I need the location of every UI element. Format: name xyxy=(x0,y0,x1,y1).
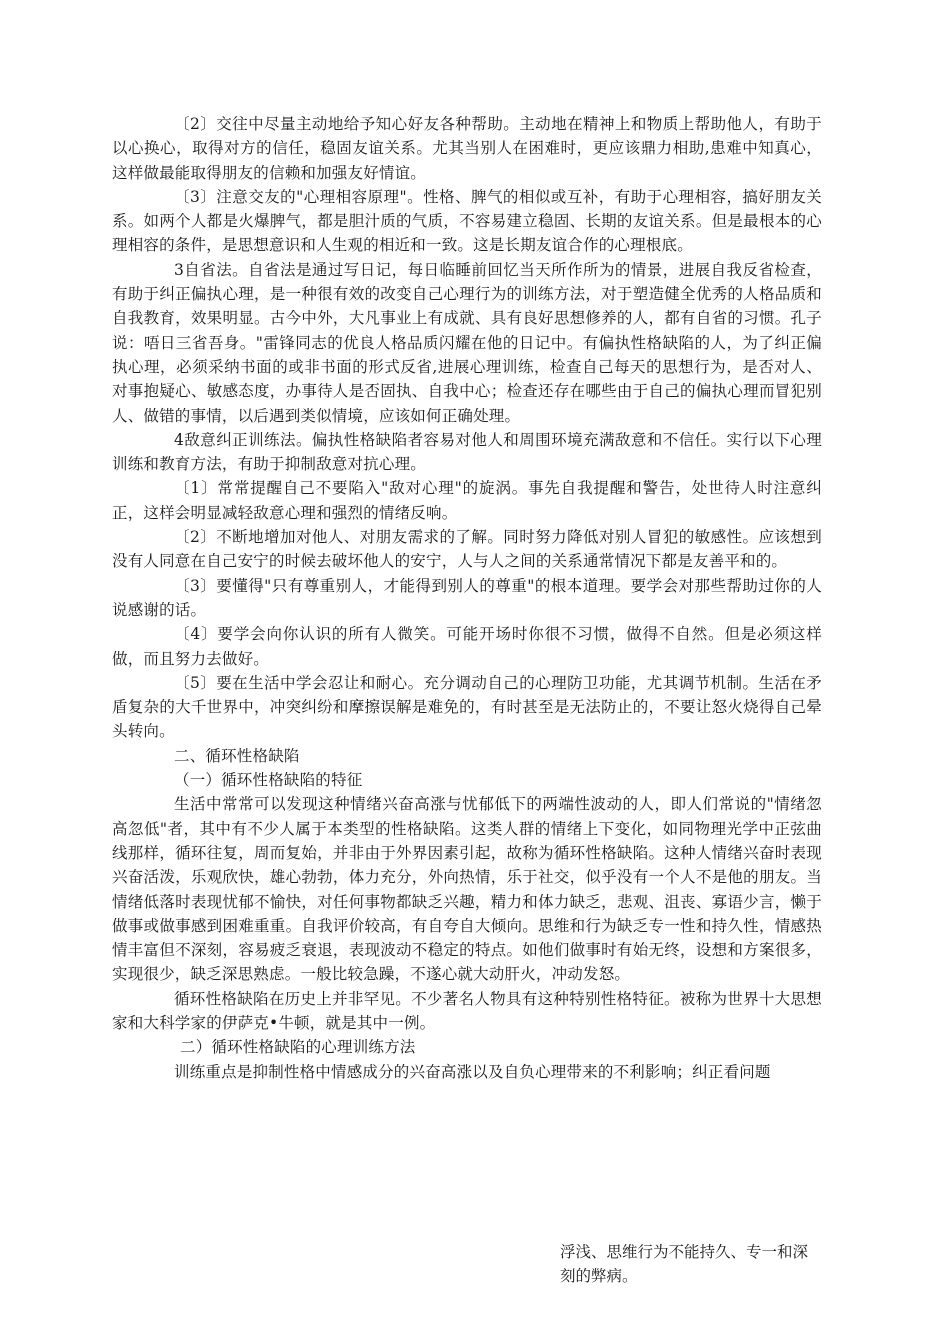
continuation-note: 浮浅、思维行为不能持久、专一和深刻的弊病。 xyxy=(560,1243,809,1285)
section-heading: 二、循环性格缺陷 xyxy=(174,746,300,765)
paragraph: 4敌意纠正训练法。偏执性格缺陷者容易对他人和周围环境充满敌意和不信任。实行以下心理训练和教育方法，有助于抑制敌意对抗心理。 xyxy=(112,430,822,474)
paragraph: 〔1〕常常提醒自己不要陷入"敌对心理"的旋涡。事先自我提醒和警告，处世待人时注意纠正，这样会明显减轻敌意心理和强烈的情绪反响。 xyxy=(112,479,822,522)
paragraph: 生活中常常可以发现这种情绪兴奋高涨与忧郁低下的两端性波动的人，即人们常说的"情绪忽高忽低"者，其中有不少人属于本类型的性格缺陷。这类人群的情绪上下变化，如同物理光学中正弦曲线那样，循环往复，周而复始，并非由于外界因素引起，故称为循环性格缺陷。这种人情绪兴奋时表现兴奋活泼，乐观欣快，雄心勃勃，体力充分，外向热情，乐于社交，似乎没有一个人不是他的朋友。当情绪低落时表现忧郁不愉快，对任何事物都缺乏兴趣，精力和体力缺乏，悲观、沮丧、寡语少言，懒于做事或做事感到困难重重。自我评价较高，有自夸自大倾向。思维和行为缺乏专一性和持久性，情感热情丰富但不深刻，容易疲乏衰退，表现波动不稳定的特点。如他们做事时有始无终，设想和方案很多，实现很少，缺乏深思熟虑。一般比较急躁，不遂心就大动肝火，冲动发怒。 xyxy=(112,795,822,984)
document-body xyxy=(112,112,822,1084)
paragraph: 〔5〕要在生活中学会忍让和耐心。充分调动自己的心理防卫功能，尤其调节机制。生活在矛盾复杂的大千世界中，冲突纠纷和摩擦误解是难免的，有时甚至是无法防止的，不要让怒火烧得自己晕头转向。 xyxy=(112,673,822,741)
paragraph: 〔2〕不断地增加对他人、对朋友需求的了解。同时努力降低对别人冒犯的敏感性。应该想到没有人同意在自己安宁的时候去破坏他人的安宁，人与人之间的关系通常情况下都是友善平和的。 xyxy=(112,528,822,571)
paragraph: 〔2〕交往中尽量主动地给予知心好友各种帮助。主动地在精神上和物质上帮助他人，有助于以心换心，取得对方的信任，稳固友谊关系。尤其当别人在困难时，更应该鼎力相助,患难中知真心，这样做最能取得朋友的信赖和加强友好情谊。 xyxy=(112,115,822,182)
paragraph: 〔4〕要学会向你认识的所有人微笑。可能开场时你很不习惯，做得不自然。但是必须这样做，而且努力去做好。 xyxy=(112,625,822,668)
subsection-heading: （一）循环性格缺陷的特征 xyxy=(174,771,363,790)
paragraph: 循环性格缺陷在历史上并非罕见。不少著名人物具有这种特别性格特征。被称为世界十大思想家和大科学家的伊萨克•牛顿，就是其中一例。 xyxy=(112,989,822,1032)
paragraph: 3自省法。自省法是通过写日记，每日临睡前回忆当天所作所为的情景，进展自我反省检查，有助于纠正偏执心理，是一种很有效的改变自己心理行为的训练方法，对于塑造健全优秀的人格品质和自我教育，效果明显。古今中外，大凡事业上有成就、具有良好思想修养的人，都有自省的习惯。孔子说：唔日三省吾身。"雷锋同志的优良人格品质闪耀在他的日记中。有偏执性格缺陷的人，为了纠正偏执心理，必须采纳书面的或非书面的形式反省,进展心理训练，检查自己每天的思想行为，是否对人、对事抱疑心、敏感态度，办事待人是否固执、自我中心；检查还存在哪些由于自己的偏执心理而冒犯别人、做错的事情，以后遇到类似情境，应该如何正确处理。 xyxy=(112,260,822,425)
paragraph: 〔3〕注意交友的"心理相容原理"。性格、脾气的相似或互补，有助于心理相容，搞好朋友关系。如两个人都是火爆脾气，都是胆汁质的气质，不容易建立稳固、长期的友谊关系。但是最根本的心理相容的条件，是思想意识和人生观的相近和一致。这是长期友谊合作的心理根底。 xyxy=(112,187,822,255)
paragraph: 训练重点是抑制性格中情感成分的兴奋高涨以及自负心理带来的不利影响；纠正看问题 xyxy=(174,1062,771,1081)
paragraph: 〔3〕要懂得"只有尊重别人，才能得到别人的尊重"的根本道理。要学会对那些帮助过你的人说感谢的话。 xyxy=(112,576,822,619)
subsection-heading: 二）循环性格缺陷的心理训练方法 xyxy=(180,1038,416,1057)
